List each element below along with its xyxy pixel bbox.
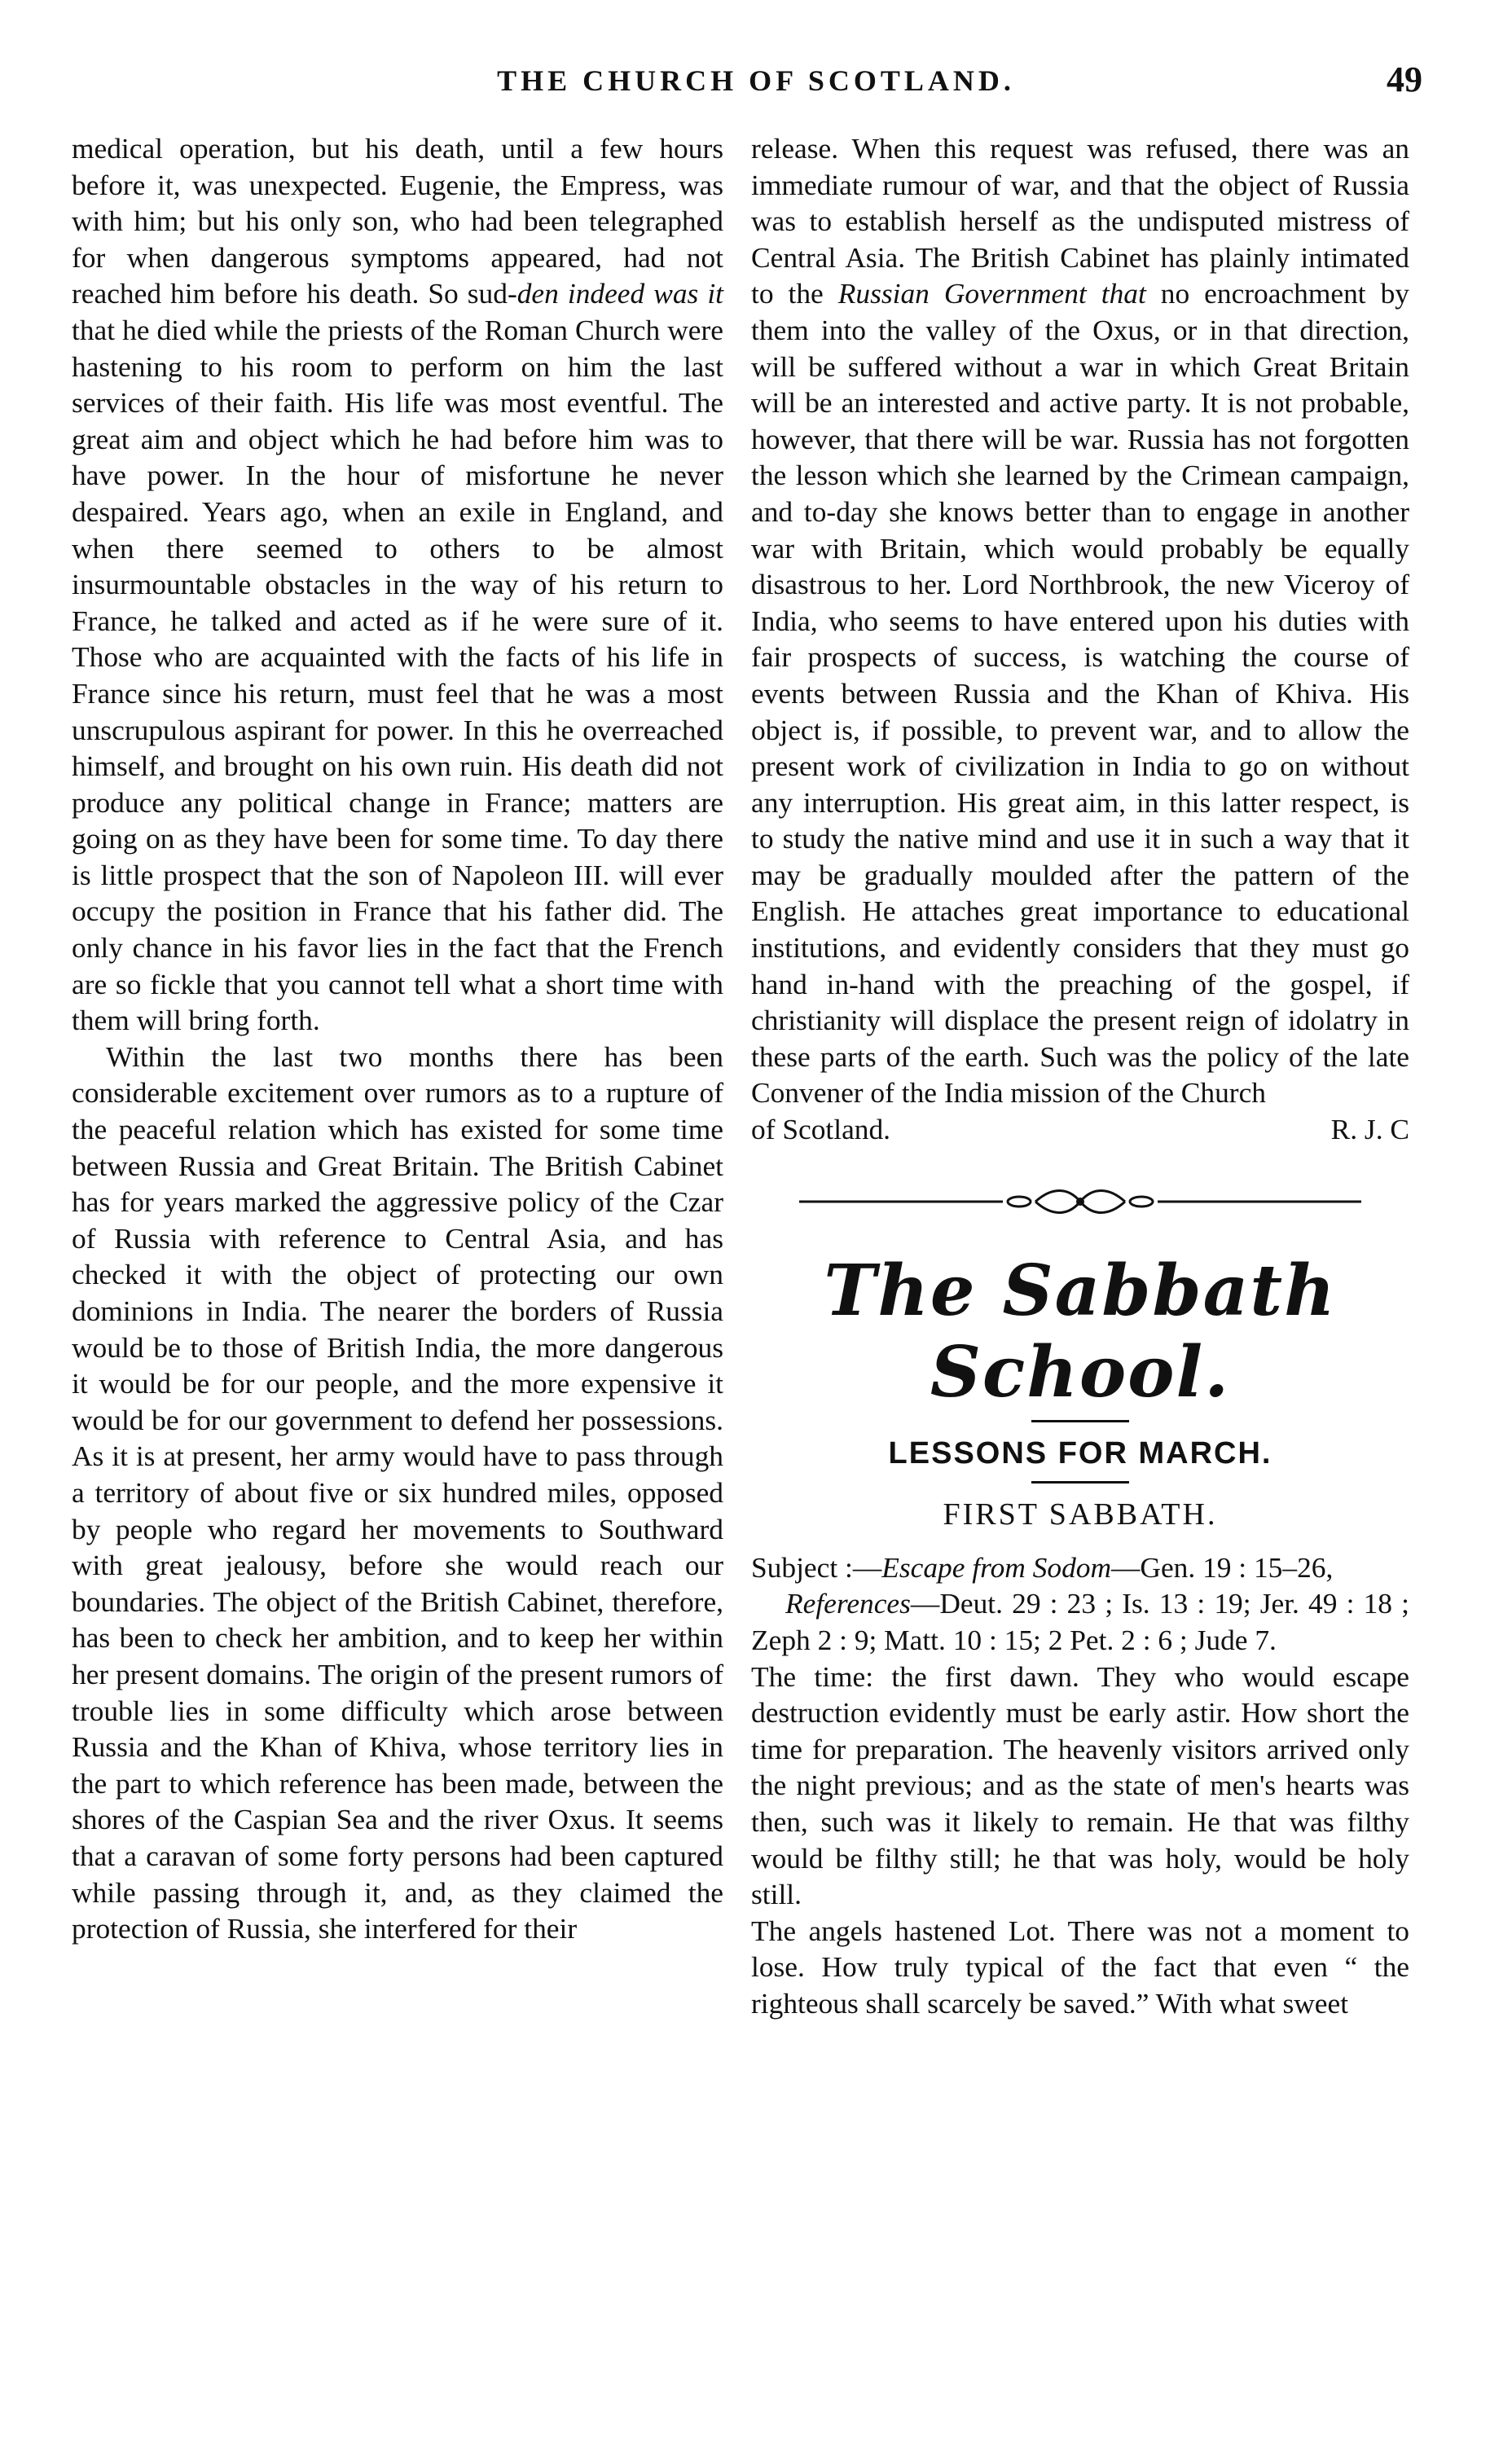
italic-run: den indeed was it bbox=[516, 277, 723, 310]
signoff-place: of Scotland. bbox=[751, 1113, 891, 1146]
subject-reference: —Gen. 19 : 15–26, bbox=[1111, 1550, 1334, 1584]
text-run: no encroachment by them into the valley of the Oxus, or in that direction, will be suffered without a war in which Great Britain will be an interested and active party. It is not probable, however, that there will be war. Russia has not forgotten the lesson which she learned by the Crimean campaign, and to-day she knows better than to engage in another war with Britain, which would probably be equally disastrous to her. Lord Northbrook, the new Viceroy of India, who seems to have entered upon his duties with fair prospects of success, is watching the course of events between Russia and the Khan of Khiva. His object is, if possible, to prevent war, and to allow the present work of civilization in India to go on without any interruption. His great aim, in this latter respect, is to study the native mind and use it in such a way that it may be gradually moulded after the pattern of the English. He attaches great importance to educational institutions, and evidently considers that they must go hand in-hand with the preaching of the gospel, if christianity will displace the present reign of idolatry in these parts of the earth. Such was the policy of the late Convener of the India mission of the Church bbox=[751, 277, 1410, 1110]
ornament-divider-icon bbox=[799, 1185, 1361, 1218]
references-text: —Deut. 29 : 23 ; Is. 13 : 19; Jer. 49 : 18 ; Zeph 2 : 9; Matt. 10 : 15; 2 Pet. 2 : 6 ; Jude 7. bbox=[751, 1587, 1409, 1656]
paragraph: Within the last two months there has been considerable excitement over rumors as to a rupture of the peaceful relation which has existed for some time between Russia and Great Britain. The British Cabinet has for years marked the aggressive policy of the Czar of Russia with reference to Central Asia, and has checked it with the object of protecting our own dominions in India. The nearer the borders of Russia would be to those of British India, the more dangerous it would be for our people, and the more expensive it would be for our government to defend her possessions. As it is at present, her army would have to pass through a territory of about five or six hundred miles, opposed by people who regard her movements to Southward with great jealousy, before she would reach our boundaries. The object of the British Cabinet, therefore, has been to check her ambition, and to keep her within her present domains. The origin of the present rumors of trouble lies in some difficulty which arose between Russia and the Khan of Khiva, whose territory lies in the part to which reference has been made, between the shores of the Caspian Sea and the river Oxus. It seems that a caravan of some forty persons had been captured while passing through it, and, as they claimed the protection of Russia, she interfered for their bbox=[72, 1040, 723, 1945]
references-label: References bbox=[785, 1587, 911, 1620]
left-column bbox=[72, 130, 723, 1947]
text-run: that he died while the priests of the Roman Church were hastening to his room to perform on him the last services of their faith. His life was most eventful. The great aim and object which he had before him was to have power. In the hour of misfortune he never despaired. Years ago, when an exile in England, and when there seemed to others to be almost insurmountable obstacles in the way of his return to France, he talked and acted as if he were sure of it. Those who are acquainted with the facts of his life in France since his return, must feel that he was a most unscrupulous aspirant for power. In this he overreached himself, and brought on his own ruin. His death did not produce any political change in France; matters are going on as they have been for some time. To day there is little prospect that the son of Napoleon III. will ever occupy the position in France that his father did. The only chance in his favor lies in the fact that the French are so fickle that you cannot tell what a short time with them will bring forth. bbox=[72, 313, 723, 1037]
lessons-heading: LESSONS FOR MARCH. bbox=[888, 1435, 1272, 1470]
text-run: medical operation, but his death, until a few hours before it, was unexpected. Eugenie, the Empress, was with him; but his only son, who had been telegraphed for when dangerous symptoms appeared, had not reached him before his death. So sud- bbox=[72, 132, 723, 310]
paragraph bbox=[751, 130, 1409, 1111]
signoff-initials: R. J. C bbox=[1330, 1113, 1409, 1146]
references-line bbox=[751, 1585, 1409, 1658]
page-number: 49 bbox=[1387, 59, 1422, 99]
running-title: THE CHURCH OF SCOTLAND. bbox=[497, 64, 1015, 97]
subject-label: Subject :— bbox=[751, 1550, 882, 1584]
subject-title: Escape from Sodom bbox=[881, 1550, 1112, 1584]
right-column bbox=[751, 130, 1409, 2022]
heading-rule bbox=[1031, 1481, 1129, 1484]
paragraph: The angels hastened Lot. There was not a moment to lose. How truly typical of the fact that even “ the righteous shall scarcely be saved.” With what sweet bbox=[751, 1914, 1409, 2020]
signoff bbox=[751, 1111, 1409, 1148]
sabbath-heading: FIRST SABBATH. bbox=[943, 1497, 1218, 1532]
heading-rule bbox=[1031, 1420, 1129, 1422]
text-run: release. When this request was refused, there was an immediate rumour of war, and that the object of Russia was to establish herself as the undisputed mistress of Central Asia. The British Cabinet has plainly intimated to the bbox=[751, 132, 1409, 310]
subject-line bbox=[751, 1549, 1409, 1586]
section-title: The Sabbath School. bbox=[824, 1249, 1337, 1413]
paragraph bbox=[72, 130, 723, 1039]
italic-run: Russian Government that bbox=[837, 277, 1146, 310]
paragraph: The time: the first dawn. They who would escape destruction evidently must be early astir. How short the time for preparation. The heavenly visitors arrived only the night previous; and as the state of men's hearts was then, such was it likely to remain. He that was filthy would be filthy still; he that was holy, would be holy still. bbox=[751, 1659, 1409, 1911]
